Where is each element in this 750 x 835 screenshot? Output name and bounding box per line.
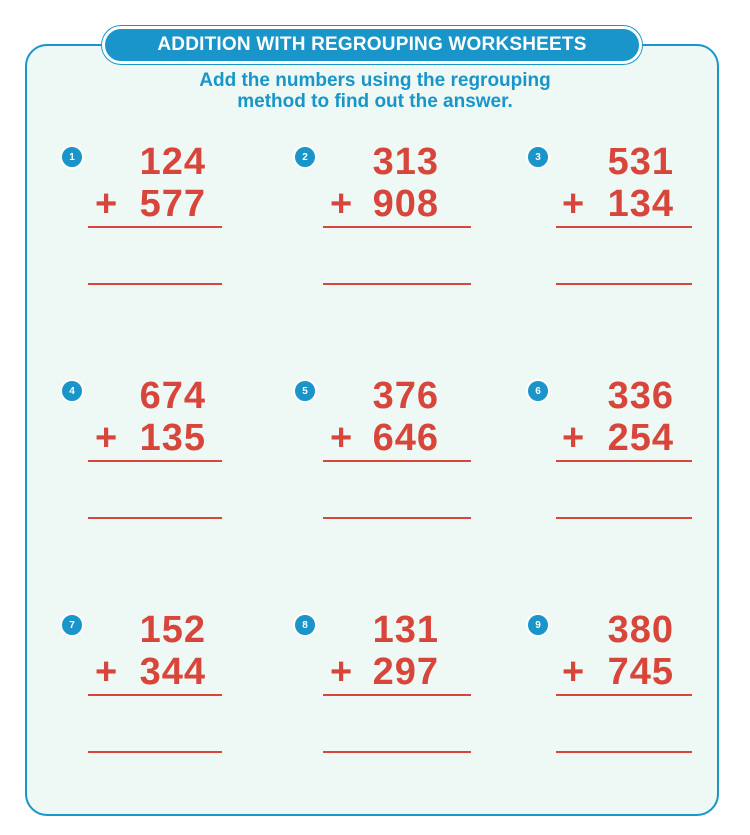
sum-line [323, 226, 471, 228]
sum-line [323, 460, 471, 462]
top-addend: 336 [607, 375, 674, 417]
problem-6 [526, 376, 706, 536]
problem-number-badge: 5 [293, 379, 317, 403]
plus-sign: + [562, 183, 585, 225]
bottom-addend: 908 [372, 183, 439, 225]
sum-line [88, 460, 222, 462]
problem-5 [293, 376, 473, 536]
plus-sign: + [95, 651, 118, 693]
problem-2 [293, 142, 473, 302]
answer-line[interactable] [88, 751, 222, 753]
bottom-addend: 254 [607, 417, 674, 459]
bottom-addend: 297 [372, 651, 439, 693]
top-addend: 313 [372, 141, 439, 183]
worksheet-title: ADDITION WITH REGROUPING WORKSHEETS [102, 26, 642, 64]
plus-sign: + [562, 417, 585, 459]
problem-number-badge: 2 [293, 145, 317, 169]
plus-sign: + [95, 183, 118, 225]
problem-4 [60, 376, 240, 536]
problem-number-badge: 1 [60, 145, 84, 169]
problem-number-badge: 4 [60, 379, 84, 403]
answer-line[interactable] [556, 517, 692, 519]
problem-1 [60, 142, 240, 302]
top-addend: 380 [607, 609, 674, 651]
problem-8 [293, 610, 473, 770]
top-addend: 531 [607, 141, 674, 183]
top-addend: 152 [139, 609, 206, 651]
instructions [0, 70, 750, 112]
top-addend: 376 [372, 375, 439, 417]
sum-line [323, 694, 471, 696]
plus-sign: + [330, 651, 353, 693]
plus-sign: + [330, 183, 353, 225]
answer-line[interactable] [88, 517, 222, 519]
answer-line[interactable] [323, 283, 471, 285]
top-addend: 124 [139, 141, 206, 183]
answer-line[interactable] [556, 283, 692, 285]
problem-number-badge: 8 [293, 613, 317, 637]
problem-number-badge: 9 [526, 613, 550, 637]
top-addend: 131 [372, 609, 439, 651]
plus-sign: + [95, 417, 118, 459]
problem-number-badge: 6 [526, 379, 550, 403]
bottom-addend: 745 [607, 651, 674, 693]
problem-3 [526, 142, 706, 302]
top-addend: 674 [139, 375, 206, 417]
problem-9 [526, 610, 706, 770]
bottom-addend: 134 [607, 183, 674, 225]
bottom-addend: 577 [139, 183, 206, 225]
sum-line [88, 694, 222, 696]
answer-line[interactable] [323, 751, 471, 753]
bottom-addend: 646 [372, 417, 439, 459]
instruction-line-1: Add the numbers using the regrouping [199, 70, 551, 91]
bottom-addend: 344 [139, 651, 206, 693]
answer-line[interactable] [88, 283, 222, 285]
sum-line [556, 694, 692, 696]
sum-line [556, 226, 692, 228]
problem-number-badge: 3 [526, 145, 550, 169]
plus-sign: + [562, 651, 585, 693]
answer-line[interactable] [556, 751, 692, 753]
sum-line [88, 226, 222, 228]
plus-sign: + [330, 417, 353, 459]
sum-line [556, 460, 692, 462]
problem-number-badge: 7 [60, 613, 84, 637]
instruction-line-2: method to find out the answer. [237, 91, 513, 112]
bottom-addend: 135 [139, 417, 206, 459]
answer-line[interactable] [323, 517, 471, 519]
problem-7 [60, 610, 240, 770]
